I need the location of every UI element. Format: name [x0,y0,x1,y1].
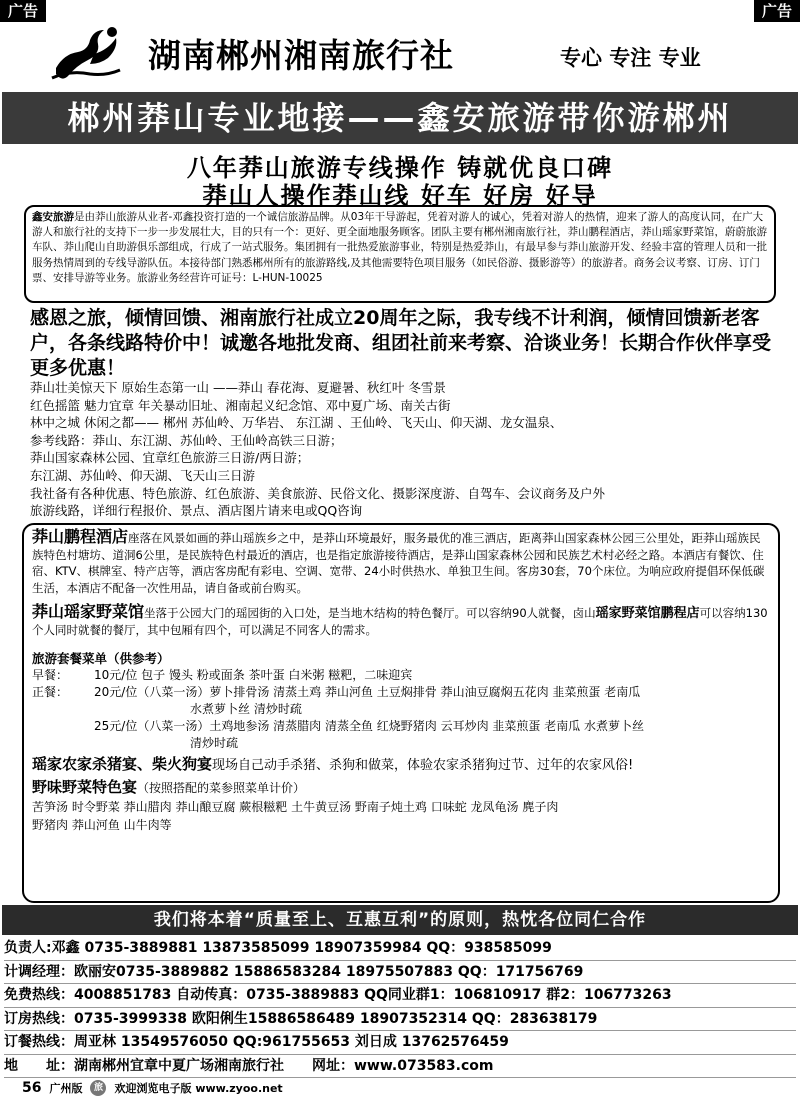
wild-feast-note: （按照搭配的菜参照菜单计价） [137,781,306,795]
contact-label: 免费热线： [4,987,74,1003]
contact-row [4,1031,796,1055]
contact-row [4,937,796,961]
motto-bar: 我们将本着“质量至上、互惠互利”的原则，热忱各位同仁合作 [2,905,798,935]
header [40,18,760,88]
banner-title: 郴州莽山专业地接——鑫安旅游带你游郴州 [2,92,798,144]
contact-row [4,961,796,985]
contact-value[interactable]: 周亚林 13549576050 QQ:961755653 刘日成 13762576459 [74,1034,509,1050]
intro-lead: 鑫安旅游 [32,211,74,223]
restaurant-text-1: 坐落于公园大门的瑶园街的入口处，是当地木结构的特色餐厅。可以容纳90人就餐，卤山 [144,606,596,620]
page-number: 56 [22,1080,42,1096]
contact-value[interactable]: 邓鑫 0735-3889881 13873585099 18907359984 QQ：938585099 [51,940,552,956]
contact-value[interactable]: 欧丽安0735-3889882 15886583284 18975507883 QQ：171756769 [74,963,584,980]
menu-label-spacer [32,718,94,735]
route-line: 林中之城 休闲之都—— 郴州 苏仙岭、万华岩、 东江湖 、王仙岭、飞天山、仰天湖、龙女温泉、 [30,415,563,431]
contact-value[interactable]: 湖南郴州宜章中夏广场湘南旅行社 网址：www.073583.com [74,1057,494,1074]
contact-row [4,1008,796,1032]
contact-label: 负责人: [4,940,52,956]
menu-lunch-20-continued: 水煮萝卜丝 清炒时疏 [190,702,302,716]
contact-value[interactable]: 0735-3999338 欧阳俐生15886586489 18907352314 QQ：283638179 [74,1010,598,1027]
company-slogan: 专心 专注 专业 [560,46,701,70]
menu-items: 10元/位 包子 馒头 粉或面条 茶叶蛋 白米粥 糍粑，二味迎宾 [94,668,413,682]
contact-row [4,984,796,1008]
contact-label: 计调经理： [4,963,74,980]
route-line: 我社备有各种优惠、特色旅游、红色旅游、美食旅游、民俗文化、摄影深度游、自驾车、会议商务及户外 [30,485,606,501]
menu-label: 早餐： [32,668,69,682]
brand-badge-icon: 旅 [90,1080,106,1096]
wild-dishes-line-1: 苦笋汤 时令野菜 莽山腊肉 莽山酿豆腐 蕨根糍粑 土牛黄豆汤 野南子炖土鸡 口味蛇 龙凤龟汤 麂子肉 [32,800,559,814]
intro-text: 是由莽山旅游从业者-邓鑫投资打造的一个诚信旅游品牌。从03年干导游起，凭着对游人的诚心，凭着对游人的热情，迎来了游人的高度认同，在广大游人和旅行社的支持下一步一步发展壮大，目的只有一个：更好、更全面地服务顾客。团队主要有郴州湘南旅行社，莽山鹏程酒店，莽山瑶家野菜馆，蔚蔚旅游车队、莽山爬山自助游俱乐部组成，行成了一站式服务。集团拥有一批热爱旅游事业，特别是热爱莽山，有最早参与莽山旅游开发、经验丰富的管理人员和一批服务热情周到的专线导游队伍。本接待部门熟悉郴州所有的旅游路线,及其他需要特色项目服务（如民俗游、摄影游等）的旅游者。商务会议考察、订房、订门票、安排导游等业务。旅游业务经营许可证号：L-HUN-10025 [32,211,767,284]
route-line: 莽山壮美惊天下 原始生态第一山 ——莽山 春花海、夏避暑、秋红叶 冬雪景 [30,380,446,395]
restaurant-section [32,603,770,639]
restaurant-text-2: 可以容纳130个人同时就餐的餐厅，其中包厢有四个，可以满足不同客人的需求。 [32,606,768,637]
restaurant-branch: 瑶家野菜馆鹏程店 [595,606,700,621]
headline-1: 八年莽山旅游专线操作 铸就优良口碑 [186,154,614,182]
route-line: 参考线路：莽山、东江湖、苏仙岭、王仙岭高铁三日游； [30,432,343,448]
intro-box [24,205,776,303]
route-line: 莽山国家森林公园、宜章红色旅游三日游/两日游； [30,450,310,466]
menu-items: 25元/位（八菜一汤）土鸡地参汤 清蒸腊肉 清蒸全鱼 红烧野猪肉 云耳炒肉 韭菜煎蛋 老南瓜 水煮萝卜丝 [94,719,645,733]
menu-list [32,667,770,752]
contact-label: 订餐热线： [4,1034,74,1050]
wild-feast-section [32,778,770,798]
menu-title: 旅游套餐菜单（供参考） [32,651,170,666]
company-name: 湖南郴州湘南旅行社 [148,36,454,75]
menu-lunch-25 [32,718,770,735]
page-footer [22,1078,283,1098]
promo-paragraph: 感恩之旅，倾情回馈、湘南旅行社成立20周年之际，我专线不计利润，倾情回馈新老客户，各条线路特价中！诚邀各地批发商、组团社前来考察、洽谈业务！长期合作伙伴享受更多优惠！ [30,307,772,379]
route-line: 红色摇篮 魅力宜章 年关暴动旧址、湘南起义纪念馆、邓中夏广场、南关古街 [30,397,451,413]
hotel-section [32,529,770,596]
restaurant-name: 莽山瑶家野菜馆 [32,602,145,621]
contact-label: 订房热线： [4,1010,74,1027]
feast-name: 瑶家农家杀猪宴、柴火狗宴 [32,755,213,773]
contact-label: 地 址： [4,1057,74,1074]
running-figure-logo-icon [50,24,122,82]
wild-feast-name: 野味野菜特色宴 [32,778,138,796]
edition-label: 广州版 [49,1082,83,1095]
ad-tag-left: 广告 [0,0,46,22]
contact-value[interactable]: 4008851783 自动传真：0735-3889883 QQ同业群1：106810917 群2：106773263 [74,987,672,1003]
hotel-name: 莽山鹏程酒店 [32,527,129,546]
menu-label: 正餐： [32,685,69,699]
menu-lunch-25-continued: 清炒时疏 [190,736,239,750]
footer-tagline[interactable]: 欢迎浏览电子版 www.zyoo.net [114,1082,283,1095]
menu-breakfast [32,667,770,684]
routes-list [30,379,774,520]
wild-dishes-line-2: 野猪肉 莽山河鱼 山牛肉等 [32,818,172,832]
contact-row [4,1055,796,1079]
hotel-description: 座落在风景如画的莽山瑶族乡之中，是莽山环境最好，服务最优的准三酒店，距离莽山国家森林公园三公里处，距莽山瑶族民族特色村塘坊、道洞6公里，是民族特色村最近的酒店，也是指定旅游接待酒店，是莽山国家森林公园和民族艺术村必经之路。本酒店有餐饮、住宿、KTV、棋牌室、特产店等，酒店客房配有彩电、空调、宽带、24小时供热水、单独卫生间。客房30套，70个床位。为响应政府提倡环保低碳生活，本酒店不配备一次性用品，请自备或前台购买。 [32,531,765,595]
route-line: 东江湖、苏仙岭、仰天湖、飞天山三日游 [30,467,256,483]
ad-tag-right: 广告 [754,0,800,22]
feast-text: 现场自己动手杀猪、杀狗和做菜，体验农家杀猪狗过节、过年的农家风俗! [212,758,634,773]
route-line: 旅游线路，详细行程报价、景点、酒店图片请来电或QQ咨询 [30,503,363,519]
menu-items: 20元/位（八菜一汤）萝卜排骨汤 清蒸土鸡 莽山河鱼 土豆焖排骨 莽山油豆腐焖五花肉 韭菜煎蛋 老南瓜 [94,685,641,699]
feast-section [32,755,770,775]
contacts-list [4,937,796,1078]
hotel-restaurant-panel [22,523,780,903]
headline-2: 莽山人操作莽山线 好车 好房 好导 [202,182,598,210]
menu-lunch-20 [32,684,770,701]
